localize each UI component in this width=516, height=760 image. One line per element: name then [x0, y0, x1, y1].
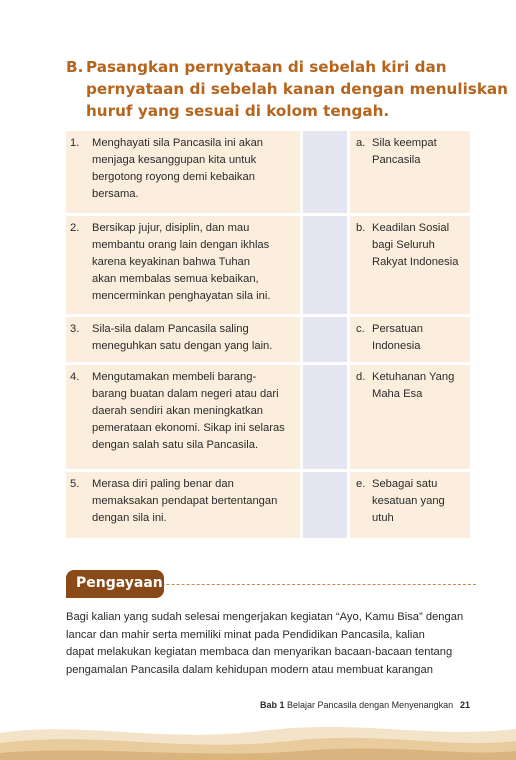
table-row — [66, 472, 470, 538]
decorative-waves — [0, 715, 516, 760]
enrichment-paragraph: Bagi kalian yang sudah selesai mengerjakan kegiatan “Ayo, Kamu Bisa” dengan lancar dan mahir serta memiliki minat pada Pendidikan Pancasila, kalian dapat melakukan kegiatan membaca dan menyarikan bacaan-bacaan tentang pengamalan Pancasila dalam kehidupan modern atau membuat karangan — [66, 611, 464, 676]
answer-cell[interactable] — [303, 317, 347, 362]
answer-cell[interactable] — [303, 472, 347, 538]
statement-text: Merasa diri paling benar dan memaksakan pendapat bertentangan dengan sila ini. — [92, 478, 278, 524]
option-cell — [350, 131, 470, 213]
table-row — [66, 131, 470, 213]
option-text: Keadilan Sosial bagi Seluruh Rakyat Indonesia — [372, 222, 459, 268]
option-cell — [350, 365, 470, 469]
statement-text: Mengutamakan membeli barang- barang buatan dalam negeri atau dari daerah sendiri akan meningkatkan pemerataan ekonomi. Sikap ini selaras dengan salah satu sila Pancasila. — [92, 371, 285, 451]
answer-cell[interactable] — [303, 216, 347, 314]
enrichment-title: Pengayaan — [76, 575, 163, 591]
statement-number: 3. — [70, 323, 80, 335]
option-letter: c. — [356, 323, 365, 335]
statement-text: Sila-sila dalam Pancasila saling meneguhkan satu dengan yang lain. — [92, 323, 273, 352]
option-cell — [350, 216, 470, 314]
option-cell — [350, 317, 470, 362]
answer-cell[interactable] — [303, 365, 347, 469]
enrichment-tag — [66, 570, 164, 598]
statement-number: 2. — [70, 222, 80, 234]
statement-cell — [66, 317, 300, 362]
option-letter: d. — [356, 371, 366, 383]
statement-cell — [66, 131, 300, 213]
option-letter: b. — [356, 222, 366, 234]
option-text: Sebagai satu kesatuan yang utuh — [372, 478, 445, 524]
statement-number: 1. — [70, 137, 80, 149]
heading-line: Pasangkan pernyataan di sebelah kiri dan — [86, 58, 447, 76]
enrichment-header — [66, 570, 476, 600]
option-text: Sila keempat Pancasila — [372, 137, 437, 166]
statement-cell — [66, 365, 300, 469]
heading-line: huruf yang sesuai di kolom tengah. — [86, 102, 390, 120]
statement-text: Menghayati sila Pancasila ini akan menjaga kesanggupan kita untuk bergotong royong demi kebaikan bersama. — [92, 137, 264, 200]
statement-cell — [66, 472, 300, 538]
option-text: Persatuan Indonesia — [372, 323, 423, 352]
footer-title: Belajar Pancasila dengan Menyenangkan — [287, 700, 454, 710]
statement-number: 5. — [70, 478, 80, 490]
table-row — [66, 216, 470, 314]
statement-cell — [66, 216, 300, 314]
heading-line: pernyataan di sebelah kanan dengan menuliskan — [86, 80, 508, 98]
section-letter: B. — [66, 58, 84, 76]
footer-chapter: Bab 1 — [260, 700, 285, 710]
table-row — [66, 317, 470, 362]
option-letter: e. — [356, 478, 366, 490]
option-letter: a. — [356, 137, 366, 149]
section-heading — [66, 56, 508, 122]
page-footer — [260, 700, 471, 710]
option-cell — [350, 472, 470, 538]
option-text: Ketuhanan Yang Maha Esa — [372, 371, 455, 400]
page-number: 21 — [460, 700, 471, 710]
answer-cell[interactable] — [303, 131, 347, 213]
page-top — [0, 0, 516, 40]
statement-number: 4. — [70, 371, 80, 383]
table-row — [66, 365, 470, 469]
statement-text: Bersikap jujur, disiplin, dan mau membantu orang lain dengan ikhlas karena keyakinan bahwa Tuhan akan membalas semua kebaikan, mencerminkan penghayatan sila ini. — [92, 222, 271, 302]
